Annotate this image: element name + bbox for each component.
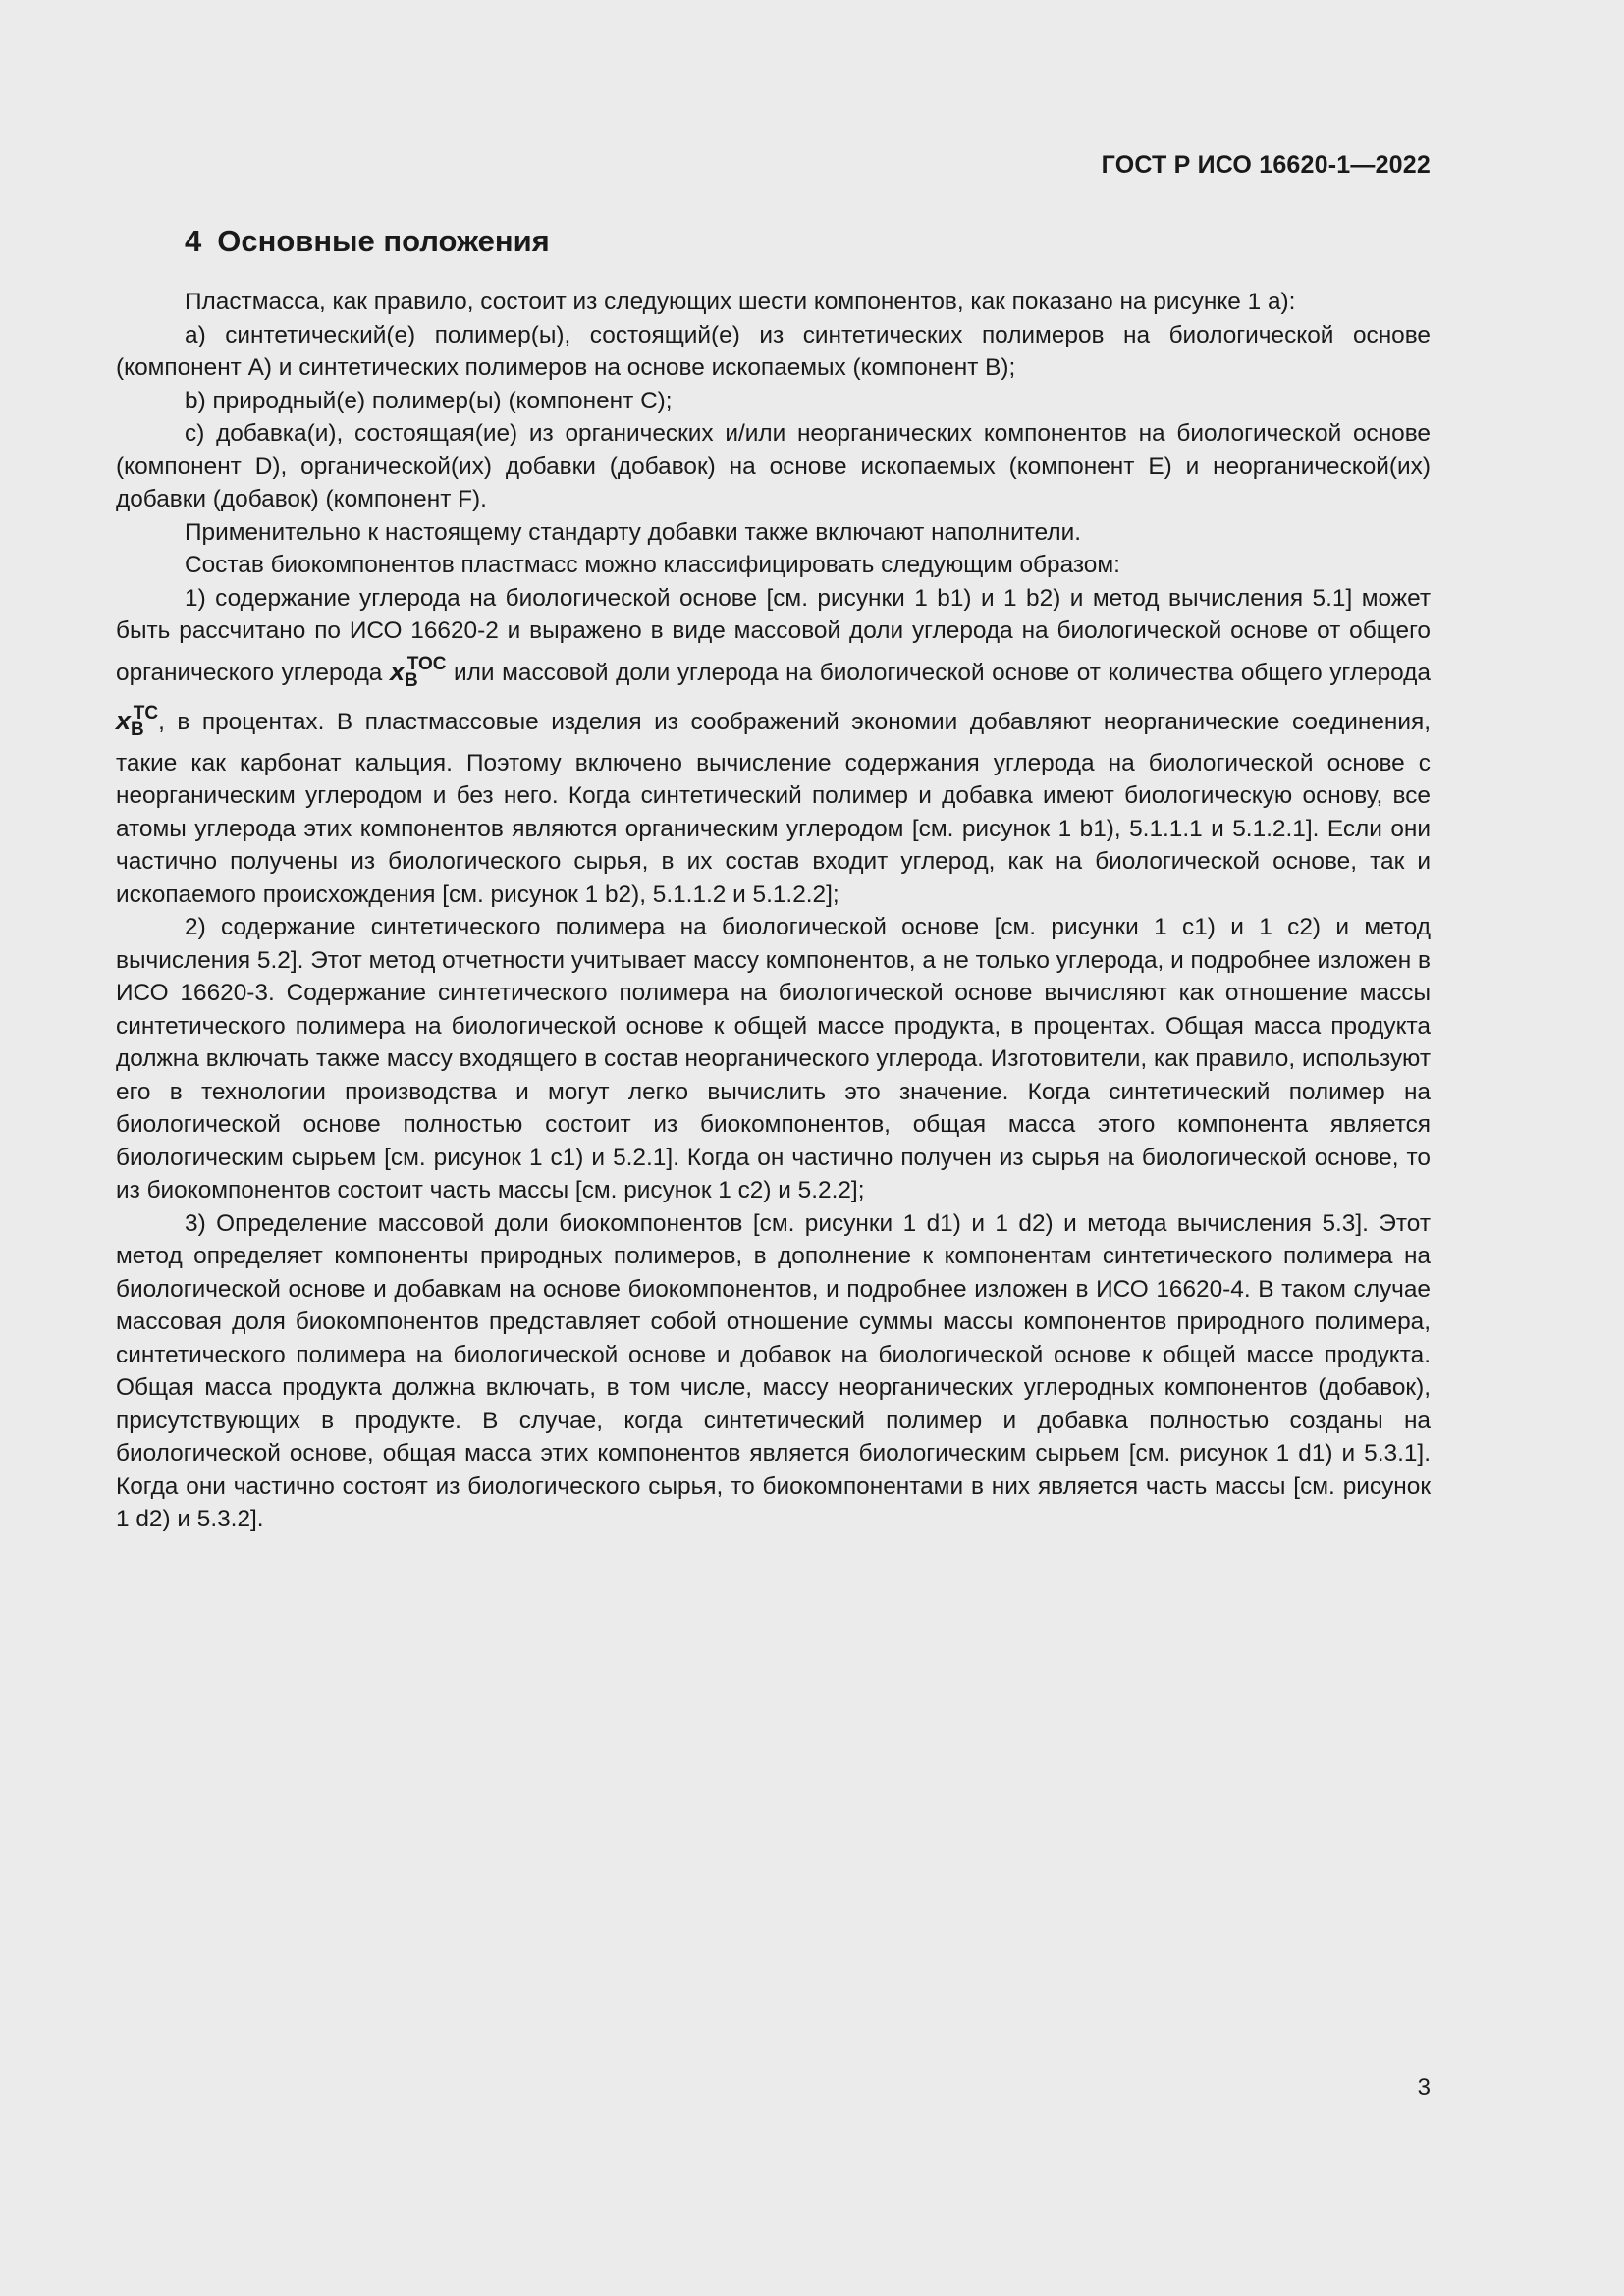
list-item-b: b) природный(е) полимер(ы) (компонент C); bbox=[185, 387, 673, 414]
section-number: 4 bbox=[185, 224, 202, 258]
section-title: Основные положения bbox=[217, 224, 550, 258]
list-item-1 bbox=[116, 582, 1431, 912]
text-run: , в процентах. В пластмассовые изделия из соображений экономии добавляют неорганические соединения, такие как карбонат кальция. Поэтому включено вычисление содержания углерода на биологической основе с неорганическим углеродом и без него. Когда синтетический полимер и добавка имеют биологическую основу, все атомы углерода этих компонентов являются органическим углеродом [см. рисунок 1 b1), 5.1.1.1 и 5.1.2.1]. Если они частично получены из биологического сырья, в их состав входит углерод, как на биологической основе, так и ископаемого происхождения [см. рисунок 1 b2), 5.1.1.2 и 5.1.2.2]; bbox=[116, 709, 1431, 908]
symbol-subscript: B bbox=[404, 669, 418, 691]
list-item-a: a) синтетический(е) полимер(ы), состоящий(е) из синтетических полимеров на биологической основе (компонент A) и синтетических полимеров на основе ископаемых (компонент B); bbox=[116, 321, 1431, 381]
paragraph: Состав биокомпонентов пластмасс можно классифицировать следующим образом: bbox=[185, 552, 1120, 578]
list-item-3: 3) Определение массовой доли биокомпонентов [см. рисунки 1 d1) и 1 d2) и метода вычисления 5.3]. Этот метод определяет компоненты природных полимеров, в дополнение к компонентам синтетического полимера на биологической основе и добавкам на основе биокомпонентов, и подробнее изложен в ИСО 16620-4. В таком случае массовая доля биокомпонентов представляет собой отношение суммы массы компонентов природного полимера, синтетического полимера на биологической основе и добавок на биологической основе к общей массе продукта. Общая масса продукта должна включать, в том числе, массу неорганических углеродных компонентов (добавок), присутствующих в продукте. В случае, когда синтетический полимер и добавка полностью созданы на биологической основе, общая масса этих компонентов является биологическим сырьем [см. рисунок 1 d1) и 5.3.1]. Когда они частично состоят из биологического сырья, то биокомпонентами в них является часть массы [см. рисунок 1 d2) и 5.3.2]. bbox=[116, 1209, 1431, 1532]
page-number: 3 bbox=[1417, 2074, 1431, 2101]
text-run: или массовой доли углерода на биологической основе от количества общего углерода bbox=[446, 659, 1431, 686]
list-item-c: c) добавка(и), состоящая(ие) из органических и/или неорганических компонентов на биологической основе (компонент D), органической(их) добавки (добавок) на основе ископаемых (компонент E) и неорганической(их) добавки (добавок) (компонент F). bbox=[116, 420, 1431, 512]
section-heading bbox=[185, 224, 550, 259]
symbol-base: x bbox=[116, 706, 132, 735]
section-body bbox=[116, 286, 1431, 1536]
list-item-2: 2) содержание синтетического полимера на биологической основе [см. рисунки 1 c1) и 1 c2) и метод вычисления 5.2]. Этот метод отчетности учитывает массу компонентов, а не только углерода, и подробнее изложен в ИСО 16620-3. Содержание синтетического полимера на биологической основе вычисляют как отношение массы синтетического полимера на биологической основе к общей массе продукта, в процентах. Общая масса продукта должна включать также массу входящего в состав неорганического углерода. Изготовители, как правило, используют его в технологии производства и могут легко вычислить это значение. Когда синтетический полимер на биологической основе полностью состоит из биокомпонентов, общая масса этого компонента является биологическим сырьем [см. рисунок 1 c1) и 5.2.1]. Когда он частично получен из сырья на биологической основе, то из биокомпонентов состоит часть массы [см. рисунок 1 c2) и 5.2.2]; bbox=[116, 914, 1431, 1203]
symbol-superscript: TOC bbox=[406, 653, 447, 674]
symbol-x-b-tc bbox=[116, 703, 159, 740]
symbol-superscript: TC bbox=[133, 703, 159, 723]
text-run: 1) содержание углерода на биологической основе [см. рисунки 1 b1) и 1 b2) и метод вычисления 5.1] может быть рассчитано по ИСО 16620-2 и выражено в виде массовой доли углерода на биологической основе от общего органического углерода bbox=[116, 584, 1431, 686]
paragraph: Применительно к настоящему стандарту добавки также включают наполнители. bbox=[185, 518, 1081, 546]
standard-header: ГОСТ Р ИСО 16620-1—2022 bbox=[1101, 151, 1431, 179]
symbol-subscript: B bbox=[131, 720, 144, 740]
symbol-x-b-toc bbox=[389, 653, 447, 691]
paragraph: Пластмасса, как правило, состоит из следующих шести компонентов, как показано на рисунке 1 a): bbox=[185, 289, 1296, 315]
symbol-base: x bbox=[389, 656, 405, 686]
